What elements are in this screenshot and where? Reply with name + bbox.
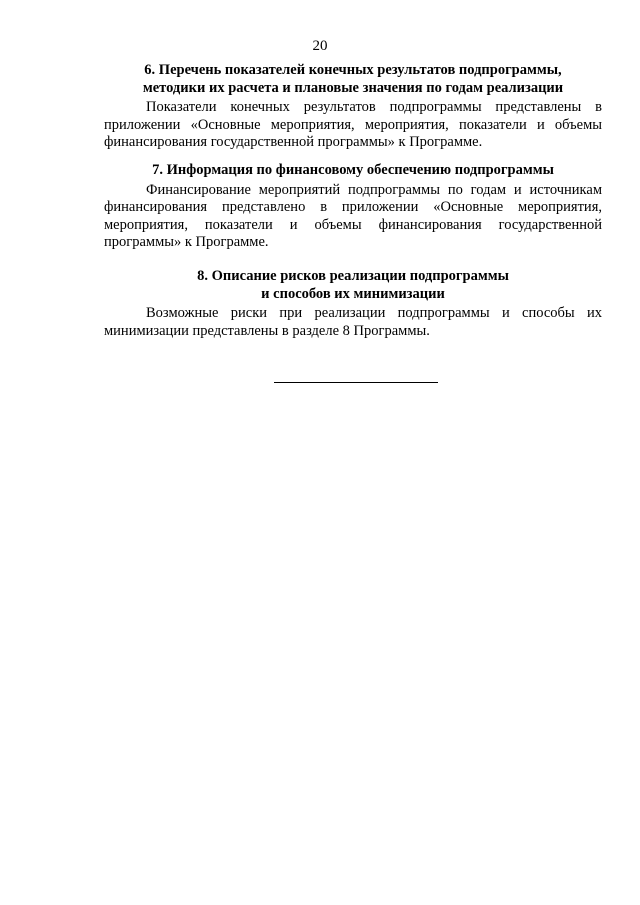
section-7-heading-line-1: 7. Информация по финансовому обеспечению подпрограммы [152,162,554,178]
section-6 [104,62,602,152]
section-8-heading-line-2: и способов их минимизации [261,285,445,302]
section-6-heading-line-1: 6. Перечень показателей конечных результатов подпрограммы, [144,62,562,78]
page-number: 20 [312,38,328,54]
section-7-paragraph: Финансирование мероприятий подпрограммы по годам и источникам финансирования представлено в приложении «Основные мероприятия, мероприятия, показатели и объемы финансирования государственной программы» к Программе. [104,181,602,250]
section-8-heading-line-1: 8. Описание рисков реализации подпрограммы [197,268,509,284]
end-of-text-rule [274,382,438,383]
section-7-heading [104,162,602,180]
section-7 [104,162,602,252]
section-8-heading [104,268,602,303]
section-6-paragraph: Показатели конечных результатов подпрограммы представлены в приложении «Основные мероприятия, мероприятия, показатели и объемы финансирования государственной программы» к Программе. [104,99,602,150]
section-6-heading-line-2: методики их расчета и плановые значения по годам реализации [142,79,564,96]
section-8 [104,268,602,340]
section-6-heading [104,62,602,97]
section-8-paragraph: Возможные риски при реализации подпрограммы и способы их минимизации представлены в разделе 8 Программы. [104,305,602,339]
